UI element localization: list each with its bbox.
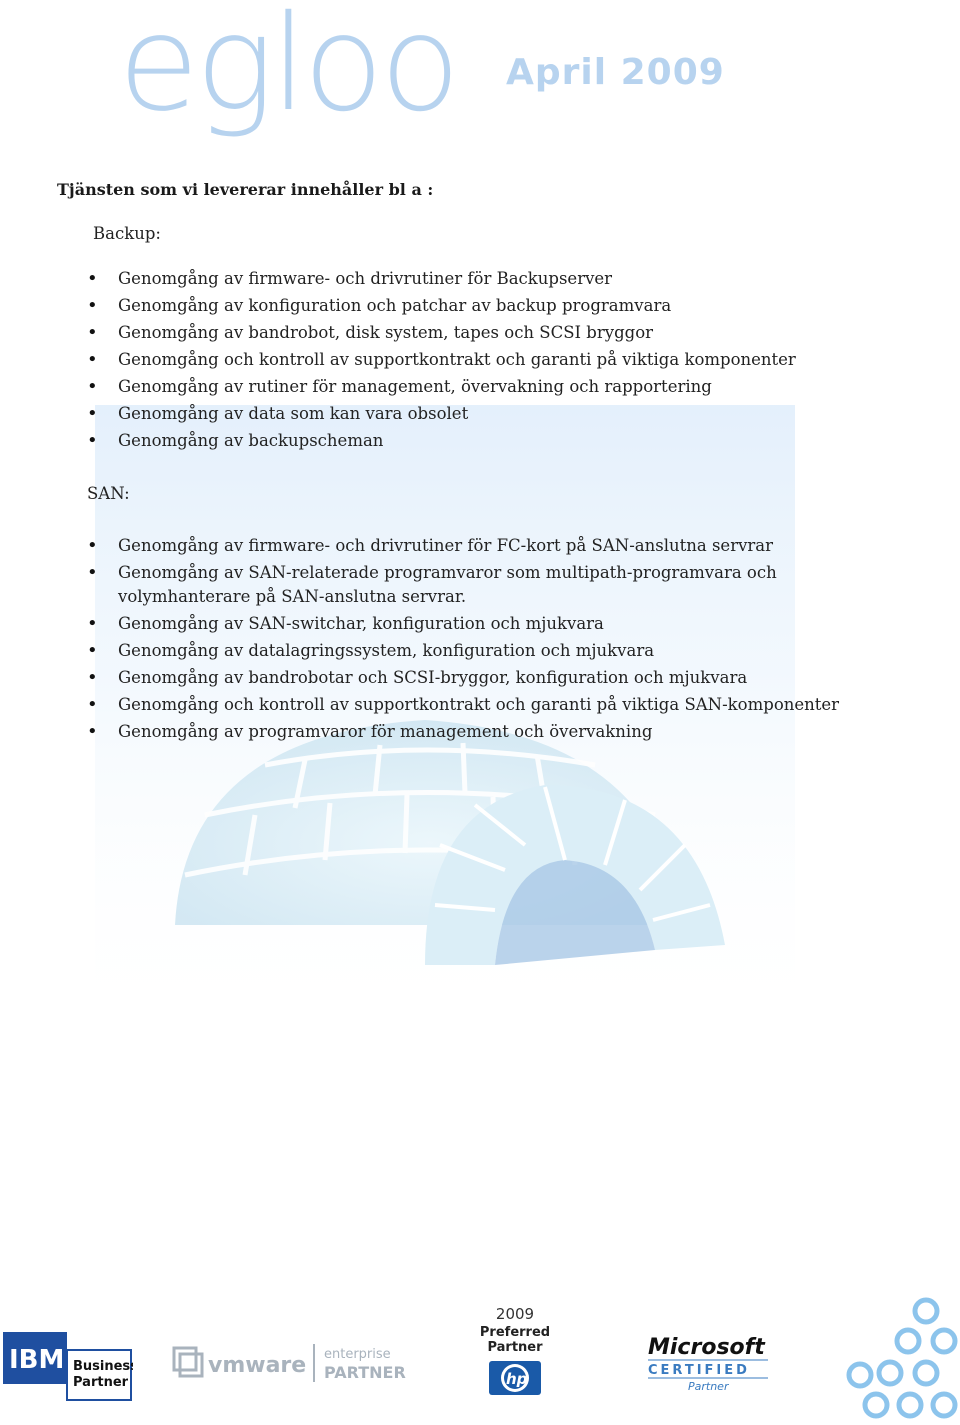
list-item: • Genomgång av SAN-switchar, konfiguration och mjukvara <box>87 612 847 636</box>
vmware-line1: enterprise <box>324 1347 391 1362</box>
list-item: • Genomgång av data som kan vara obsolet <box>87 402 847 426</box>
egloo-logo: egloo <box>118 0 457 141</box>
ibm-line1: Business <box>73 1359 133 1374</box>
ms-brand-text: Microsoft <box>648 1335 765 1360</box>
ibm-brand-text: IBM <box>9 1345 65 1375</box>
ms-line1: CERTIFIED <box>648 1363 750 1378</box>
issue-date: April 2009 <box>506 52 725 93</box>
list-item: • Genomgång av bandrobot, disk system, tapes och SCSI bryggor <box>87 321 847 345</box>
list-item: • Genomgång av firmware- och drivrutiner för FC-kort på SAN-anslutna servrar <box>87 534 847 558</box>
san-item-list <box>87 534 847 747</box>
list-item: • Genomgång av firmware- och drivrutiner för Backupserver <box>87 267 847 291</box>
hp-year: 2009 <box>495 1305 535 1323</box>
hp-line: Preferred Partner <box>479 1325 551 1355</box>
list-item: • Genomgång av rutiner för management, övervakning och rapportering <box>87 375 847 399</box>
hp-preferred-partner-logo <box>460 1305 570 1390</box>
vmware-enterprise-partner-logo <box>172 1340 412 1386</box>
ms-line2: Partner <box>688 1380 729 1393</box>
ibm-business-partner-logo <box>3 1332 133 1402</box>
list-item: • Genomgång av SAN-relaterade programvaror som multipath-programvara och volymhanterare på SAN-anslutna servrar. <box>87 561 847 609</box>
vmware-brand-text: vmware <box>208 1353 307 1378</box>
microsoft-certified-partner-logo <box>646 1330 770 1394</box>
list-item: • Genomgång av konfiguration och patchar av backup programvara <box>87 294 847 318</box>
backup-item-list <box>87 267 847 456</box>
san-section-label: SAN: <box>87 484 130 503</box>
vmware-line2: PARTNER <box>324 1363 406 1382</box>
hp-brand-text: hp <box>506 1370 528 1388</box>
backup-section-label: Backup: <box>93 224 161 243</box>
list-item: • Genomgång av datalagringssystem, konfiguration och mjukvara <box>87 639 847 663</box>
egloo-circles-icon <box>840 1295 960 1425</box>
list-item: • Genomgång av bandrobotar och SCSI-bryggor, konfiguration och mjukvara <box>87 666 847 690</box>
list-item: • Genomgång och kontroll av supportkontrakt och garanti på viktiga SAN-komponenter <box>87 693 847 717</box>
list-item: • Genomgång av programvaror för management och övervakning <box>87 720 847 744</box>
list-item: • Genomgång och kontroll av supportkontrakt och garanti på viktiga komponenter <box>87 348 847 372</box>
ibm-line2: Partner <box>73 1375 129 1390</box>
intro-heading: Tjänsten som vi levererar innehåller bl a : <box>57 180 434 199</box>
list-item: • Genomgång av backupscheman <box>87 429 847 453</box>
